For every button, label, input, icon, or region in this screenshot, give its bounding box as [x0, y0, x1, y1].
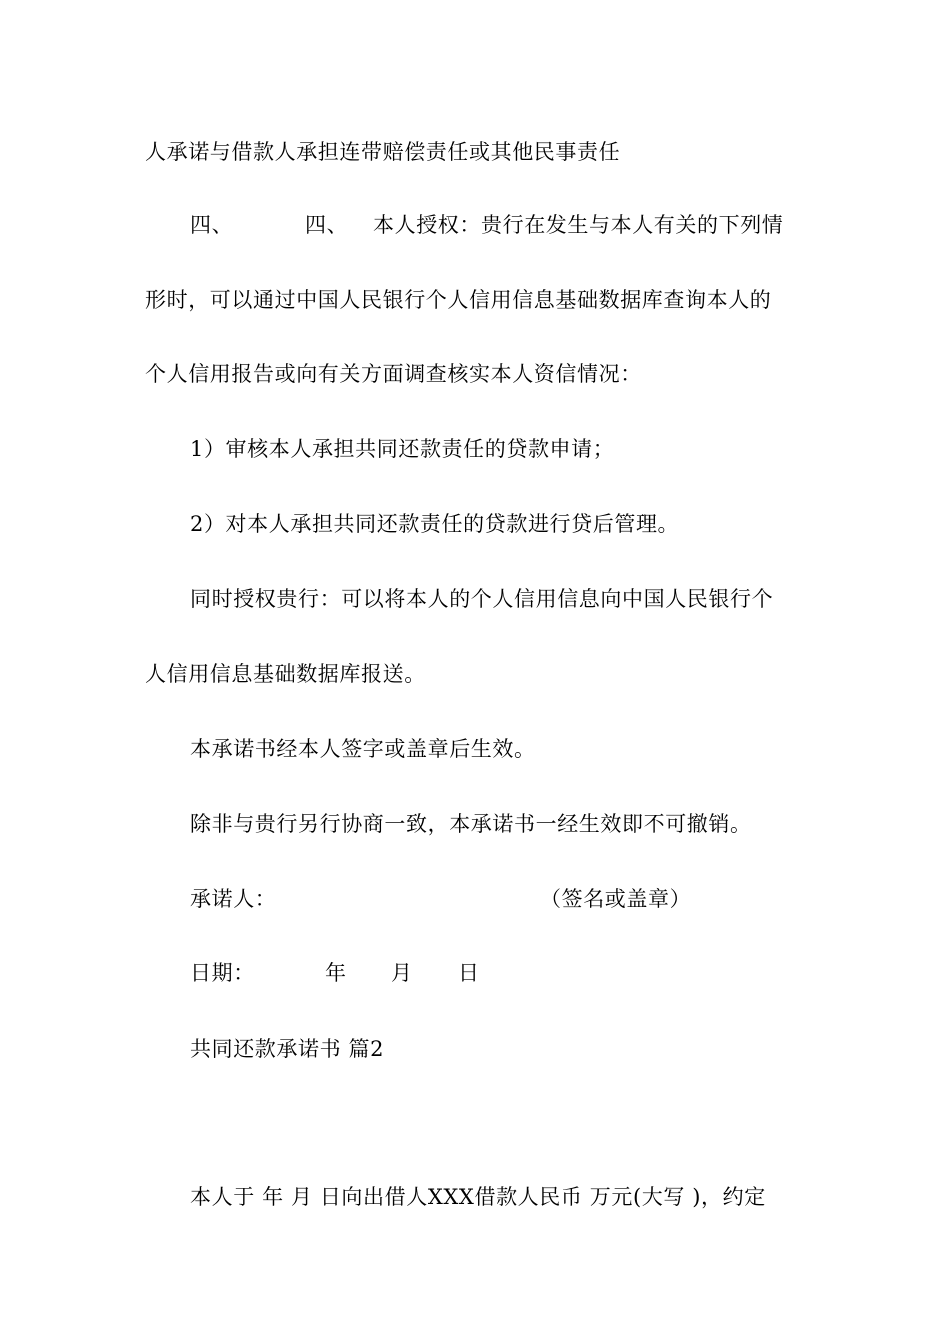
- irrevocability-clause: 除非与贵行另行协商一致，本承诺书一经生效即不可撤销。: [190, 812, 752, 836]
- effectiveness-clause: 本承诺书经本人签字或盖章后生效。: [190, 737, 536, 761]
- signature-hint: （签名或盖章）: [540, 887, 692, 911]
- list-item: 1）审核本人承担共同还款责任的贷款申请；: [190, 437, 615, 461]
- paragraph-line: 形时，可以通过中国人民银行个人信用信息基础数据库查询本人的: [145, 288, 772, 312]
- promisor-label: 承诺人：: [190, 887, 277, 911]
- paragraph-line: 同时授权贵行：可以将本人的个人信用信息向中国人民银行个: [190, 587, 774, 611]
- date-month-label: 月: [391, 961, 413, 985]
- section-title: 共同还款承诺书 篇2: [190, 1037, 385, 1061]
- paragraph-line: 人信用信息基础数据库报送。: [145, 662, 426, 686]
- date-day-label: 日: [458, 961, 480, 985]
- paragraph-line: 人承诺与借款人承担连带赔偿责任或其他民事责任: [145, 140, 621, 164]
- section-number-duplicate: 四、: [305, 213, 349, 237]
- date-year-label: 年: [325, 961, 347, 985]
- date-label: 日期：: [190, 961, 255, 985]
- list-item: 2）对本人承担共同还款责任的贷款进行贷后管理。: [190, 512, 680, 536]
- paragraph-line: 本人于 年 月 日向出借人XXX借款人民币 万元(大写 )，约定: [190, 1185, 766, 1209]
- authorization-clause-start: 本人授权：贵行在发生与本人有关的下列情: [373, 213, 784, 237]
- paragraph-line: 个人信用报告或向有关方面调查核实本人资信情况：: [145, 362, 642, 386]
- section-number: 四、: [190, 213, 234, 237]
